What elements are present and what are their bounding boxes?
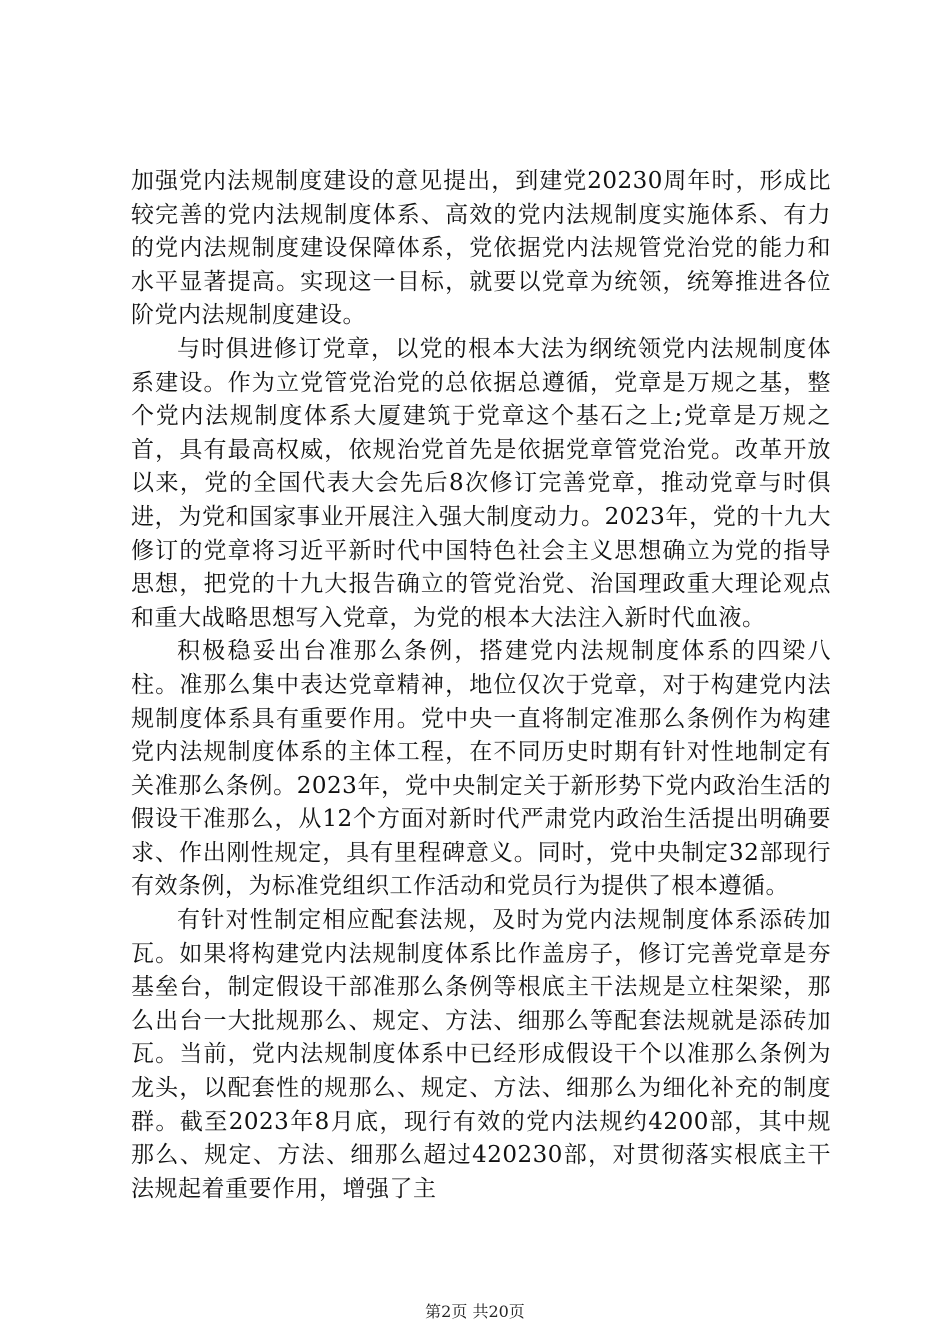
document-body	[131, 165, 831, 1206]
paragraph-guidelines-regulations: 积极稳妥出台准那么条例，搭建党内法规制度体系的四梁八柱。准那么集中表达党章精神，地位仅次于党章，对于构建党内法规制度体系具有重要作用。党中央一直将制定准那么条例作为构建党内法规制度体系的主体工程，在不同历史时期有针对性地制定有关准那么条例。2023年，党中央制定关于新形势下党内政治生活的假设干准那么，从12个方面对新时代严肃党内政治生活提出明确要求、作出刚性规定，具有里程碑意义。同时，党中央制定32部现行有效条例，为标准党组织工作活动和党员行为提供了根本遵循。	[131, 638, 831, 900]
page-number-footer: 第2页 共20页	[425, 1302, 525, 1321]
paragraph-party-constitution: 与时俱进修订党章，以党的根本大法为纲统领党内法规制度体系建设。作为立党管党治党的总依据总遵循，党章是万规之基，整个党内法规制度体系大厦建筑于党章这个基石之上;党章是万规之首，具有最高权威，依规治党首先是依据党章管党治党。改革开放以来，党的全国代表大会先后8次修订完善党章，推动党章与时俱进，为党和国家事业开展注入强大制度动力。2023年，党的十九大修订的党章将习近平新时代中国特色社会主义思想确立为党的指导思想，把党的十九大报告确立的管党治党、治国理政重大理论观点和重大战略思想写入党章，为党的根本大法注入新时代血液。	[131, 335, 831, 631]
paragraph-intro: 加强党内法规制度建设的意见提出，到建党20230周年时，形成比较完善的党内法规制度体系、高效的党内法规制度实施体系、有力的党内法规制度建设保障体系，党依据党内法规管党治党的能力和水平显著提高。实现这一目标，就要以党章为统领，统筹推进各位阶党内法规制度建设。	[131, 168, 831, 329]
paragraph-supporting-regulations: 有针对性制定相应配套法规，及时为党内法规制度体系添砖加瓦。如果将构建党内法规制度体系比作盖房子，修订完善党章是夯基垒台，制定假设干部准那么条例等根底主干法规是立柱架梁，那么出台一大批规那么、规定、方法、细那么等配套法规就是添砖加瓦。当前，党内法规制度体系中已经形成假设干个以准那么条例为龙头，以配套性的规那么、规定、方法、细那么为细化补充的制度群。截至2023年8月底，现行有效的党内法规约4200部，其中规那么、规定、方法、细那么超过420230部，对贯彻落实根底主干法规起着重要作用，增强了主	[131, 907, 831, 1202]
